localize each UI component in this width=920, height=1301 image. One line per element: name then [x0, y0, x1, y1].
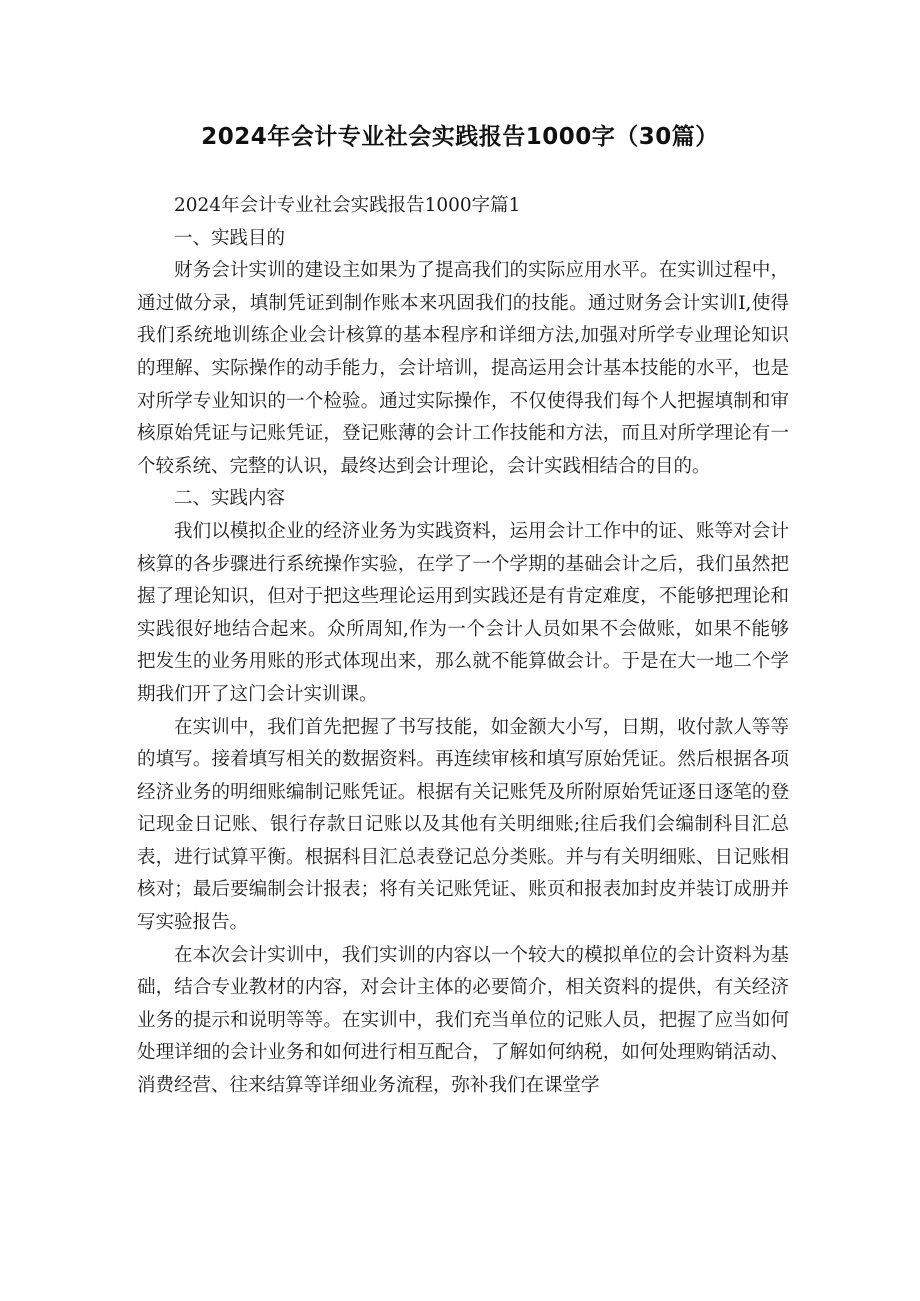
paragraph: 在本次会计实训中，我们实训的内容以一个较大的模拟单位的会计资料为基础，结合专业教材的内容，对会计主体的必要简介，相关资料的提供，有关经济业务的提示和说明等等。在实训中，我们充当单位的记账人员，把握了应当如何处理详细的会计业务和如何进行相互配合，了解如何纳税，如何处理购销活动、消费经营、往来结算等详细业务流程，弥补我们在课堂学 [137, 944, 789, 1097]
paragraph: 在实训中，我们首先把握了书写技能，如金额大小写，日期，收付款人等等的填写。接着填写相关的数据资料。再连续审核和填写原始凭证。然后根据各项经济业务的明细账编制记账凭证。根据有关记账凭及所附原始凭证逐日逐笔的登记现金日记账、银行存款日记账以及其他有关明细账;往后我们会编制科目汇总表，进行试算平衡。根据科目汇总表登记总分类账。并与有关明细账、日记账相核对；最后要编制会计报表；将有关记账凭证、账页和报表加封皮并装订成册并写实验报告。 [137, 716, 789, 934]
report-subtitle: 2024年会计专业社会实践报告1000字篇1 [174, 195, 521, 216]
paragraph: 财务会计实训的建设主如果为了提高我们的实际应用水平。在实训过程中，通过做分录，填制凭证到制作账本来巩固我们的技能。通过财务会计实训I,使得我们系统地训练企业会计核算的基本程序和详细方法,加强对所学专业理论知识的理解、实际操作的动手能力，会计培训，提高运用会计基本技能的水平，也是对所学专业知识的一个检验。通过实际操作，不仅使得我们每个人把握填制和审核原始凭证与记账凭证，登记账薄的会计工作技能和方法，而且对所学理论有一个较系统、完整的认识，最终达到会计理论，会计实践相结合的目的。 [137, 260, 789, 477]
document-title: 2024年会计专业社会实践报告1000字（30篇） [201, 124, 719, 150]
document-body [137, 190, 789, 1103]
section-heading-purpose: 一、实践目的 [174, 227, 286, 249]
paragraph: 我们以模拟企业的经济业务为实践资料，运用会计工作中的证、账等对会计核算的各步骤进行系统操作实验，在学了一个学期的基础会计之后，我们虽然把握了理论知识，但对于把这些理论运用到实践还是有肯定难度，不能够把理论和实践很好地结合起来。众所周知,作为一个会计人员如果不会做账，如果不能够把发生的业务用账的形式体现出来，那么就不能算做会计。于是在大一地二个学期我们开了这门会计实训课。 [137, 520, 789, 705]
section-heading-content: 二、实践内容 [174, 488, 286, 510]
